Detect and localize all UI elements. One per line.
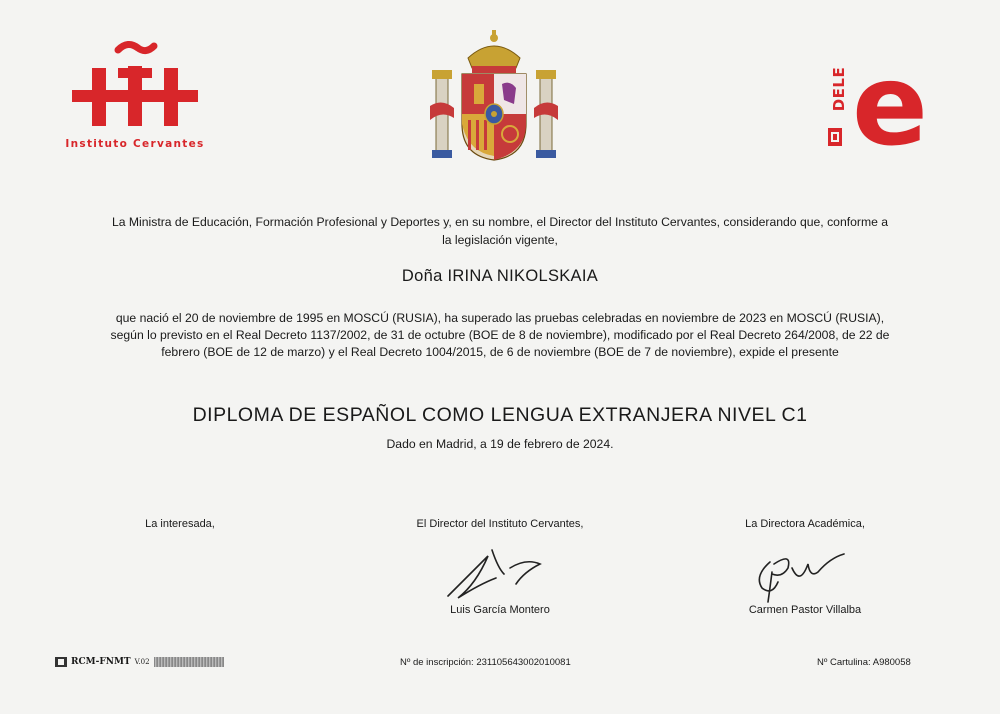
inscription-number: Nº de inscripción: 23110564300201008​1 xyxy=(400,657,571,668)
printer-mark xyxy=(55,657,224,667)
instituto-cervantes-wordmark: Instituto Cervantes xyxy=(65,138,205,150)
directora-signature-icon xyxy=(748,542,858,604)
directora-name: Carmen Pastor Villalba xyxy=(748,604,862,616)
intro-text: La Ministra de Educación, Formación Profesional y Deportes y, en su nombre, el Director del Instituto Cervantes, considerando que, conforme a la legislación vigente, xyxy=(111,215,889,247)
coat-of-arms-icon xyxy=(428,28,560,166)
dele-logo xyxy=(822,58,937,154)
printer-version: V.02 xyxy=(134,658,150,666)
instituto-cervantes-logo xyxy=(55,38,215,158)
diploma-title: DIPLOMA DE ESPAÑOL COMO LENGUA EXTRANJERA NIVEL C1 xyxy=(192,404,808,426)
fnmt-mark-icon xyxy=(55,657,67,667)
director-label: El Director del Instituto Cervantes, xyxy=(416,518,584,530)
cartulina-number: Nº Cartulina: A980058 xyxy=(817,657,911,668)
body-paragraph: que nació el 20 de noviembre de 1995 en MOSCÚ (RUSIA), ha superado las pruebas celebradas en noviembre de 2023 en MOSCÚ (RUSIA), según lo previsto en el Real Decreto 1137/2002, de 31 de octubre (BOE de 8 de noviembre), modificado por el Real Decreto 264/2008, de 22 de febrero (BOE de 12 de marzo) y el Real Decreto 1004/2015, de 6 de noviembre (BOE de 7 de noviembre), expide el presente xyxy=(110,311,890,359)
dele-letter-e-icon xyxy=(822,58,937,154)
directora-label: La Directora Académica, xyxy=(745,518,865,530)
recipient-name: Doña IRINA NIKOLSKAIA xyxy=(401,267,599,285)
instituto-cervantes-emblem-icon xyxy=(72,38,198,134)
printer-code: RCM-FNMT xyxy=(71,657,131,667)
director-name: Luis García Montero xyxy=(450,604,550,616)
interesada-label: La interesada, xyxy=(145,518,215,530)
issue-date: Dado en Madrid, a 19 de febrero de 2024. xyxy=(386,437,614,451)
dele-wordmark: DELE xyxy=(830,66,848,112)
director-signature-icon xyxy=(440,544,550,604)
security-strip xyxy=(154,657,224,667)
svg-text:e: e xyxy=(852,58,928,154)
